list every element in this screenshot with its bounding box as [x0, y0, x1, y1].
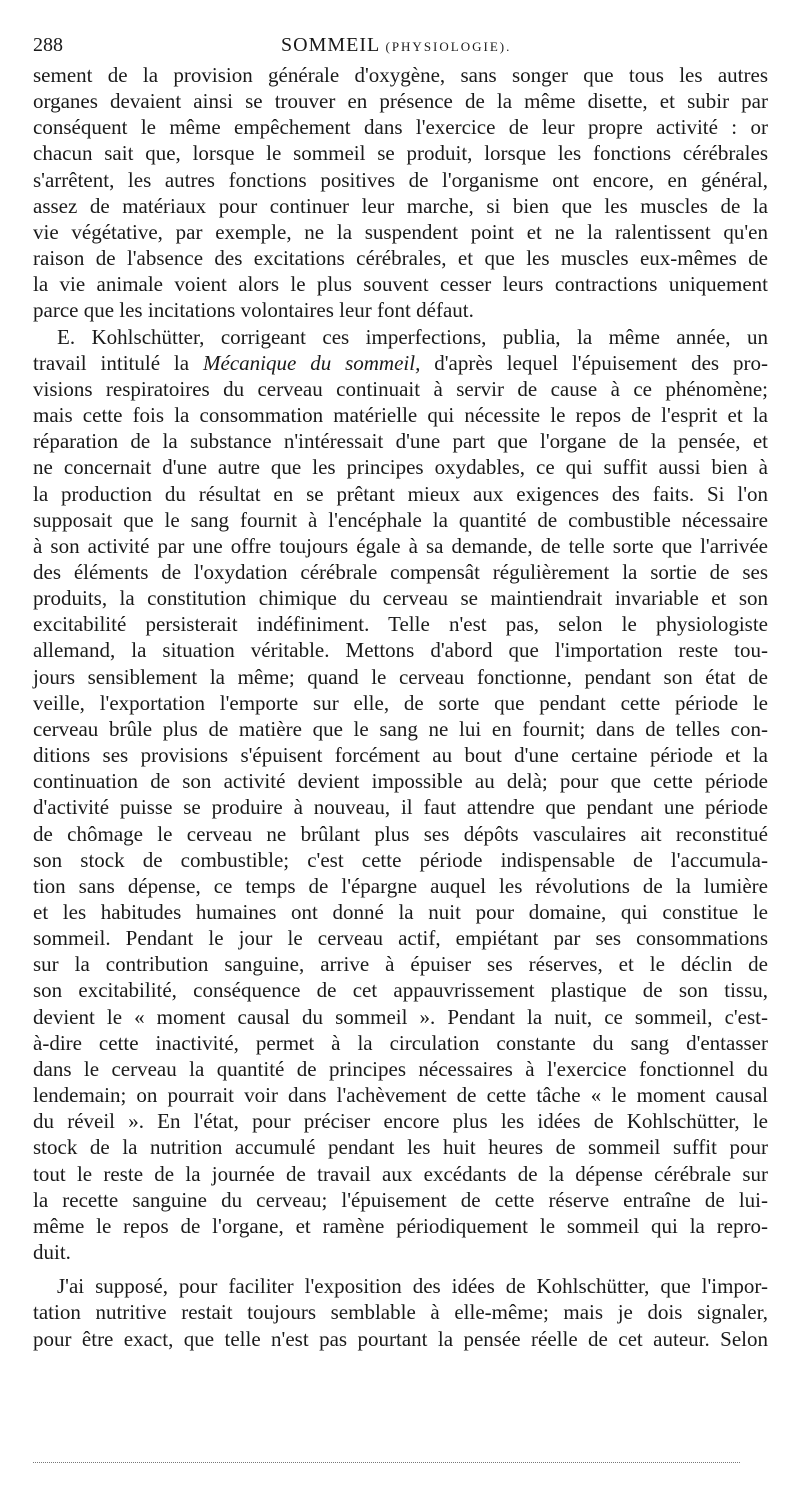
text-line: supposait que le sang fournit à l'encéphale la quantité de combustible nécessaire: [33, 507, 768, 532]
footer-dotted-rule: [33, 1462, 740, 1463]
text-line: allemand, la situation véritable. Mettons d'abord que l'importation reste tou-: [33, 638, 768, 663]
text-line: chacun sait que, lorsque le sommeil se produit, lorsque les fonctions cérébrales: [33, 141, 768, 166]
text-line: de chômage le cerveau ne brûlant plus ses dépôts vasculaires ait reconstitué: [33, 821, 768, 846]
text-line: stock de la nutrition accumulé pendant les huit heures de sommeil suffit pour: [33, 1135, 768, 1160]
running-title-subtitle: (PHYSIOLOGIE).: [385, 39, 512, 54]
text-line: tation nutritive restait toujours semblable à elle-même; mais je dois signaler,: [33, 1300, 768, 1325]
text-line: excitabilité persisterait indéfiniment. Telle n'est pas, selon le physiologiste: [33, 612, 768, 637]
text-line: tion sans dépense, ce temps de l'épargne auquel les révolutions de la lumière: [33, 873, 768, 898]
text-line: visions respiratoires du cerveau continuait à servir de cause à ce phénomène;: [33, 376, 768, 401]
text-line: devient le « moment causal du sommeil ». Pendant la nuit, ce sommeil, c'est-: [33, 1004, 768, 1029]
text-line: son excitabilité, conséquence de cet appauvrissement plastique de son tissu,: [33, 978, 768, 1003]
body-text: [33, 62, 768, 1352]
text-line: parce que les incitations volontaires leur font défaut.: [33, 298, 474, 323]
paragraph-2: [33, 324, 768, 1266]
text-line: d'activité puisse se produire à nouveau, il faut attendre que pendant une période: [33, 795, 768, 820]
text-line: à-dire cette inactivité, permet à la circulation constante du sang d'entasser: [33, 1030, 768, 1055]
text-line: veille, l'exportation l'emporte sur elle, de sorte que pendant cette période le: [33, 690, 768, 715]
text-line: ne concernait d'une autre que les principes oxydables, ce qui suffit aussi bien à: [33, 455, 768, 480]
text-line: sur la contribution sanguine, arrive à épuiser ses réserves, et le déclin de: [33, 952, 768, 977]
text-line: E. Kohlschütter, corrigeant ces imperfections, publia, la même année, un: [57, 324, 768, 349]
text-line: ditions ses provisions s'épuisent forcément au bout d'une certaine période et la: [33, 743, 768, 768]
text-line: du réveil ». En l'état, pour préciser encore plus les idées de Kohlschütter, le: [33, 1109, 768, 1134]
text-line: mais cette fois la consommation matérielle qui nécessite le repos de l'esprit et la: [33, 403, 768, 428]
text-line: sommeil. Pendant le jour le cerveau actif, empiétant par ses consommations: [33, 926, 768, 951]
text-line: continuation de son activité devient impossible au delà; pour que cette période: [33, 769, 768, 794]
text-line: assez de matériaux pour continuer leur marche, si bien que les muscles de la: [33, 193, 768, 218]
text-line: raison de l'absence des excitations cérébrales, et que les muscles eux-mêmes de: [33, 246, 768, 271]
text-line: pour être exact, que telle n'est pas pourtant la pensée réelle de cet auteur. Selon: [33, 1326, 768, 1351]
text-line: sement de la provision générale d'oxygène, sans songer que tous les autres: [33, 63, 768, 87]
text-run: travail intitulé la: [33, 350, 203, 375]
text-line: cerveau brûle plus de matière que le sang ne lui en fournit; dans de telles con-: [33, 716, 768, 741]
text-line: des éléments de l'oxydation cérébrale compensât régulièrement la sortie de ses: [33, 559, 768, 584]
paragraph-3: [33, 1273, 768, 1351]
text-line: son stock de combustible; c'est cette période indispensable de l'accumula-: [33, 847, 768, 872]
running-header: [33, 30, 770, 60]
text-line: la recette sanguine du cerveau; l'épuisement de cette réserve entraîne de lui-: [33, 1187, 768, 1212]
text-line: dans le cerveau la quantité de principes nécessaires à l'exercice fonctionnel du: [33, 1056, 768, 1081]
running-title: [281, 30, 511, 62]
text-run: d'après lequel l'épuisement des pro-: [420, 350, 768, 375]
page-number: 288: [33, 34, 63, 56]
paragraph-1: [33, 62, 768, 324]
text-line-with-italic: [33, 350, 768, 376]
text-line: lendemain; on pourrait voir dans l'achèvement de cette tâche « le moment causal: [33, 1083, 768, 1108]
text-line: à son activité par une offre toujours égale à sa demande, de telle sorte que l'arrivée: [33, 533, 768, 558]
text-line: même le repos de l'organe, et ramène périodiquement le sommeil qui la repro-: [33, 1213, 768, 1238]
text-line: vie végétative, par exemple, ne la suspendent point et ne la ralentissent qu'en: [33, 219, 768, 244]
text-line: la production du résultat en se prêtant mieux aux exigences des faits. Si l'on: [33, 481, 768, 506]
text-line: duit.: [33, 1240, 71, 1265]
italic-book-title: Mécanique du sommeil,: [203, 350, 421, 375]
text-line: tout le reste de la journée de travail aux excédants de la dépense cérébrale sur: [33, 1161, 768, 1186]
text-line: s'arrêtent, les autres fonctions positives de l'organisme ont encore, en général,: [33, 167, 768, 192]
text-line: conséquent le même empêchement dans l'exercice de leur propre activité : or: [33, 115, 768, 140]
text-line: organes devaient ainsi se trouver en présence de la même disette, et subir par: [33, 89, 768, 114]
text-line: J'ai supposé, pour faciliter l'exposition des idées de Kohlschütter, que l'impor-: [57, 1274, 768, 1299]
text-line: et les habitudes humaines ont donné la nuit pour domaine, qui constitue le: [33, 900, 768, 924]
text-line: produits, la constitution chimique du cerveau se maintiendrait invariable et son: [33, 586, 768, 611]
text-line: réparation de la substance n'intéressait d'une part que l'organe de la pensée, et: [33, 429, 768, 454]
text-line: la vie animale voient alors le plus souvent cesser leurs contractions uniquement: [33, 272, 768, 297]
running-title-main: SOMMEIL: [281, 34, 380, 56]
text-line: jours sensiblement la même; quand le cerveau fonctionne, pendant son état de: [33, 664, 768, 689]
